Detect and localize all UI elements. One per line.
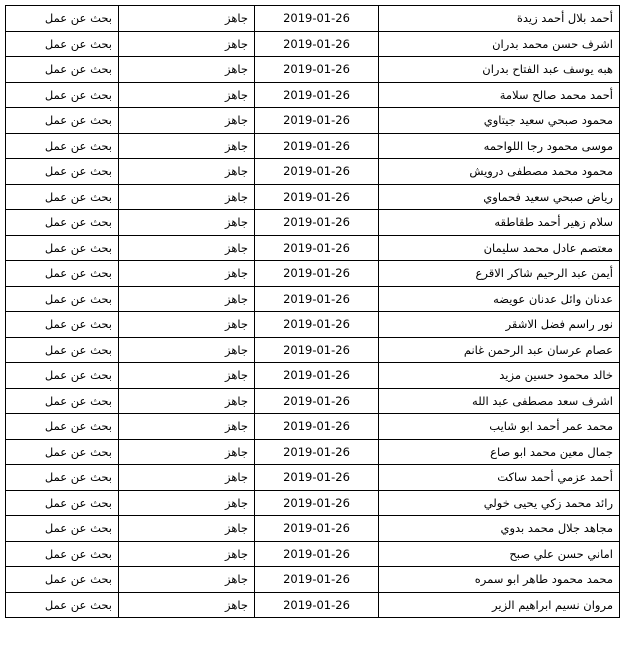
cell-date: 2019-01-26: [255, 133, 379, 159]
cell-status: جاهز: [119, 108, 255, 134]
cell-date: 2019-01-26: [255, 108, 379, 134]
cell-status: جاهز: [119, 82, 255, 108]
cell-status: جاهز: [119, 261, 255, 287]
cell-date: 2019-01-26: [255, 261, 379, 287]
table-row: [6, 388, 620, 414]
cell-status: جاهز: [119, 541, 255, 567]
cell-date: 2019-01-26: [255, 312, 379, 338]
cell-status: جاهز: [119, 516, 255, 542]
cell-status: جاهز: [119, 31, 255, 57]
table-row: [6, 133, 620, 159]
cell-reason: بحث عن عمل: [6, 312, 119, 338]
cell-name: مروان نسيم ابراهيم الزير: [379, 592, 620, 618]
roster-table: [5, 5, 620, 618]
cell-reason: بحث عن عمل: [6, 388, 119, 414]
cell-status: جاهز: [119, 388, 255, 414]
cell-date: 2019-01-26: [255, 414, 379, 440]
cell-date: 2019-01-26: [255, 337, 379, 363]
table-row: [6, 6, 620, 32]
cell-reason: بحث عن عمل: [6, 235, 119, 261]
cell-name: أحمد محمد صالح سلامة: [379, 82, 620, 108]
document-page: [5, 5, 619, 648]
cell-date: 2019-01-26: [255, 82, 379, 108]
cell-reason: بحث عن عمل: [6, 108, 119, 134]
cell-date: 2019-01-26: [255, 363, 379, 389]
cell-date: 2019-01-26: [255, 235, 379, 261]
cell-reason: بحث عن عمل: [6, 567, 119, 593]
cell-status: جاهز: [119, 6, 255, 32]
table-row: [6, 439, 620, 465]
cell-status: جاهز: [119, 465, 255, 491]
cell-reason: بحث عن عمل: [6, 159, 119, 185]
cell-reason: بحث عن عمل: [6, 82, 119, 108]
cell-reason: بحث عن عمل: [6, 516, 119, 542]
table-row: [6, 31, 620, 57]
cell-name: اشرف سعد مصطفى عبد الله: [379, 388, 620, 414]
cell-date: 2019-01-26: [255, 159, 379, 185]
cell-name: جمال معين محمد ابو صاع: [379, 439, 620, 465]
table-row: [6, 210, 620, 236]
cell-date: 2019-01-26: [255, 541, 379, 567]
cell-reason: بحث عن عمل: [6, 414, 119, 440]
cell-reason: بحث عن عمل: [6, 133, 119, 159]
cell-status: جاهز: [119, 312, 255, 338]
cell-status: جاهز: [119, 184, 255, 210]
cell-name: عدنان وائل عدنان عويضه: [379, 286, 620, 312]
cell-name: عصام عرسان عبد الرحمن غانم: [379, 337, 620, 363]
cell-reason: بحث عن عمل: [6, 184, 119, 210]
cell-date: 2019-01-26: [255, 31, 379, 57]
cell-status: جاهز: [119, 57, 255, 83]
cell-date: 2019-01-26: [255, 388, 379, 414]
cell-name: موسى محمود رجا اللواحمه: [379, 133, 620, 159]
table-row: [6, 516, 620, 542]
cell-status: جاهز: [119, 490, 255, 516]
cell-reason: بحث عن عمل: [6, 592, 119, 618]
cell-reason: بحث عن عمل: [6, 541, 119, 567]
cell-date: 2019-01-26: [255, 490, 379, 516]
table-row: [6, 184, 620, 210]
cell-reason: بحث عن عمل: [6, 286, 119, 312]
cell-name: نور راسم فضل الاشقر: [379, 312, 620, 338]
cell-reason: بحث عن عمل: [6, 337, 119, 363]
table-row: [6, 363, 620, 389]
table-row: [6, 57, 620, 83]
cell-name: رياض صبحي سعيد فحماوي: [379, 184, 620, 210]
cell-date: 2019-01-26: [255, 567, 379, 593]
cell-name: محمود صبحي سعيد جيتاوي: [379, 108, 620, 134]
table-row: [6, 567, 620, 593]
cell-date: 2019-01-26: [255, 57, 379, 83]
cell-name: هبه يوسف عبد الفتاح بدران: [379, 57, 620, 83]
cell-date: 2019-01-26: [255, 184, 379, 210]
table-row: [6, 592, 620, 618]
cell-reason: بحث عن عمل: [6, 490, 119, 516]
table-row: [6, 286, 620, 312]
table-row: [6, 337, 620, 363]
cell-name: معتصم عادل محمد سليمان: [379, 235, 620, 261]
cell-status: جاهز: [119, 363, 255, 389]
cell-name: أحمد بلال أحمد زيدة: [379, 6, 620, 32]
cell-name: محمود محمد مصطفى درويش: [379, 159, 620, 185]
cell-reason: بحث عن عمل: [6, 31, 119, 57]
table-row: [6, 235, 620, 261]
cell-date: 2019-01-26: [255, 210, 379, 236]
cell-name: رائد محمد زكي يحيى خولي: [379, 490, 620, 516]
cell-status: جاهز: [119, 235, 255, 261]
cell-date: 2019-01-26: [255, 6, 379, 32]
cell-date: 2019-01-26: [255, 516, 379, 542]
cell-status: جاهز: [119, 414, 255, 440]
cell-name: مجاهد جلال محمد بدوي: [379, 516, 620, 542]
table-row: [6, 490, 620, 516]
cell-reason: بحث عن عمل: [6, 6, 119, 32]
cell-name: محمد محمود طاهر ابو سمره: [379, 567, 620, 593]
cell-reason: بحث عن عمل: [6, 57, 119, 83]
cell-name: أحمد عزمي أحمد ساكت: [379, 465, 620, 491]
cell-status: جاهز: [119, 210, 255, 236]
cell-name: خالد محمود حسين مزيد: [379, 363, 620, 389]
table-row: [6, 465, 620, 491]
cell-status: جاهز: [119, 159, 255, 185]
cell-reason: بحث عن عمل: [6, 465, 119, 491]
cell-reason: بحث عن عمل: [6, 363, 119, 389]
cell-name: سلام زهير أحمد طقاطقه: [379, 210, 620, 236]
table-row: [6, 414, 620, 440]
cell-reason: بحث عن عمل: [6, 210, 119, 236]
table-row: [6, 261, 620, 287]
cell-name: اماني حسن علي صبح: [379, 541, 620, 567]
cell-name: أيمن عبد الرحيم شاكر الاقرع: [379, 261, 620, 287]
table-row: [6, 108, 620, 134]
cell-status: جاهز: [119, 439, 255, 465]
table-row: [6, 159, 620, 185]
cell-date: 2019-01-26: [255, 592, 379, 618]
cell-name: محمد عمر أحمد ابو شايب: [379, 414, 620, 440]
roster-table-body: [6, 6, 620, 618]
table-row: [6, 312, 620, 338]
cell-date: 2019-01-26: [255, 465, 379, 491]
cell-status: جاهز: [119, 133, 255, 159]
cell-reason: بحث عن عمل: [6, 439, 119, 465]
cell-status: جاهز: [119, 567, 255, 593]
cell-status: جاهز: [119, 286, 255, 312]
cell-status: جاهز: [119, 592, 255, 618]
table-row: [6, 82, 620, 108]
cell-status: جاهز: [119, 337, 255, 363]
cell-date: 2019-01-26: [255, 439, 379, 465]
cell-reason: بحث عن عمل: [6, 261, 119, 287]
table-row: [6, 541, 620, 567]
cell-date: 2019-01-26: [255, 286, 379, 312]
cell-name: اشرف حسن محمد بدران: [379, 31, 620, 57]
